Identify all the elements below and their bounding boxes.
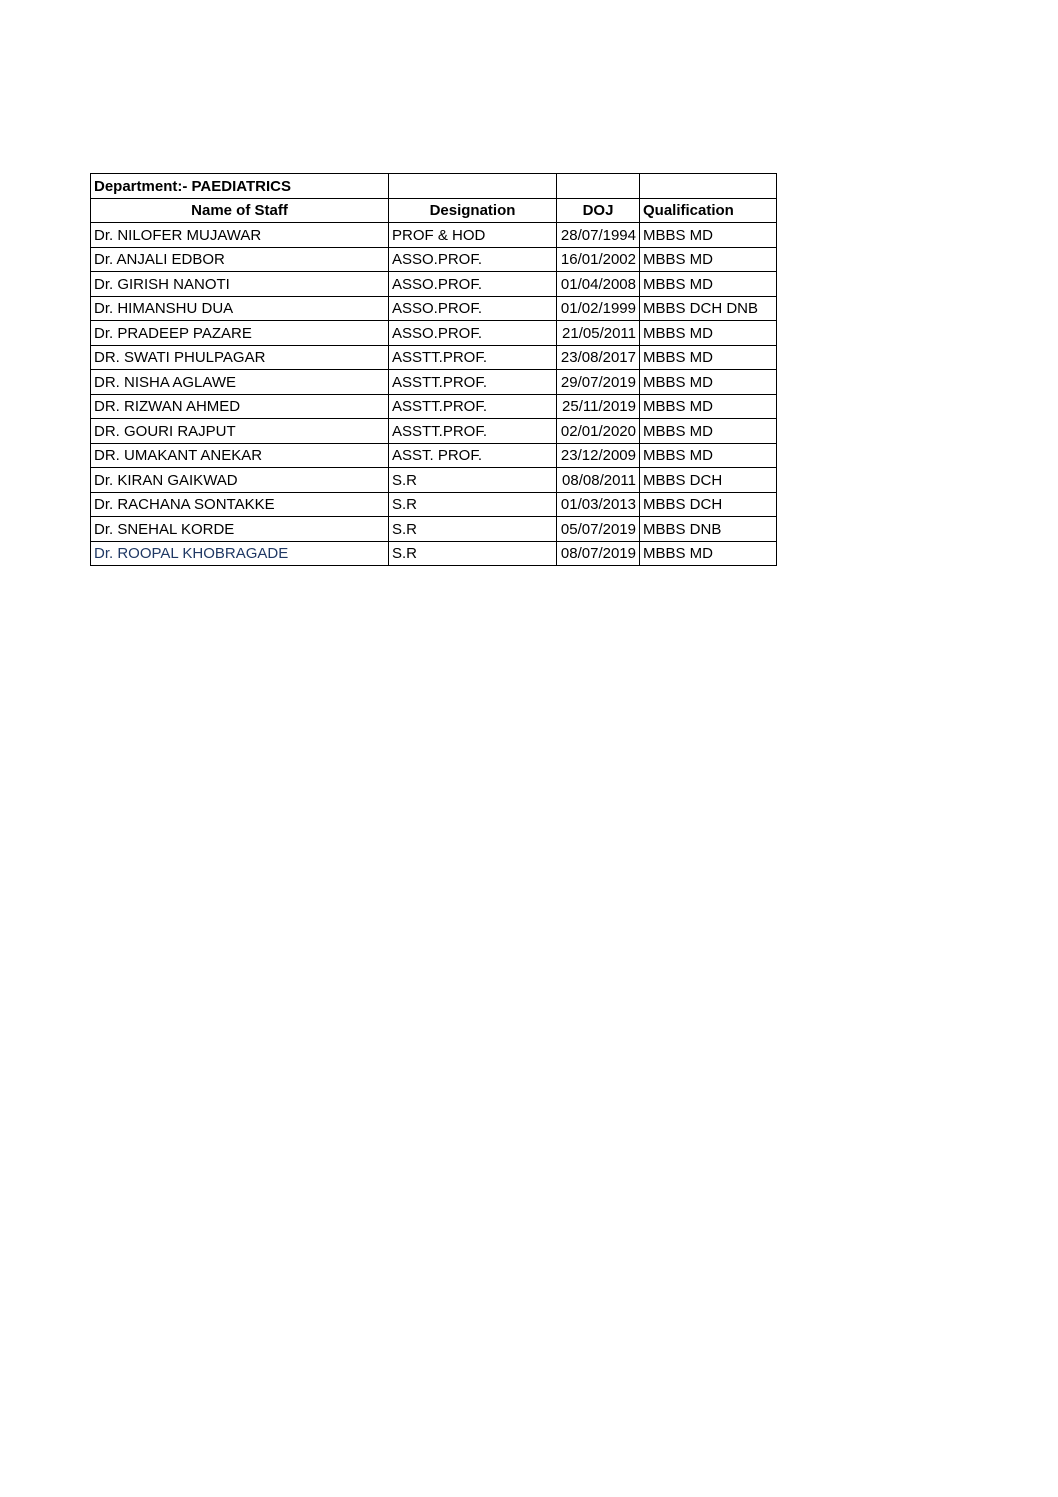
staff-name: Dr. ANJALI EDBOR <box>91 247 389 272</box>
staff-qualification: MBBS MD <box>640 394 777 419</box>
header-qualification: Qualification <box>640 198 777 223</box>
staff-qualification: MBBS MD <box>640 443 777 468</box>
header-doj: DOJ <box>557 198 640 223</box>
staff-designation: ASST. PROF. <box>389 443 557 468</box>
staff-qualification: MBBS MD <box>640 419 777 444</box>
empty-cell <box>640 174 777 199</box>
table-row <box>91 492 777 517</box>
staff-qualification: MBBS DCH DNB <box>640 296 777 321</box>
staff-qualification: MBBS MD <box>640 272 777 297</box>
staff-doj: 08/08/2011 <box>557 468 640 493</box>
staff-qualification: MBBS MD <box>640 321 777 346</box>
staff-designation: S.R <box>389 492 557 517</box>
header-name: Name of Staff <box>91 198 389 223</box>
staff-doj: 23/12/2009 <box>557 443 640 468</box>
staff-qualification: MBBS MD <box>640 370 777 395</box>
table-row <box>91 223 777 248</box>
staff-designation: ASSO.PROF. <box>389 272 557 297</box>
staff-qualification: MBBS MD <box>640 541 777 566</box>
table-row <box>91 321 777 346</box>
staff-designation: PROF & HOD <box>389 223 557 248</box>
staff-doj: 05/07/2019 <box>557 517 640 542</box>
table-row <box>91 345 777 370</box>
staff-designation: ASSO.PROF. <box>389 321 557 346</box>
staff-doj: 01/02/1999 <box>557 296 640 321</box>
staff-qualification: MBBS MD <box>640 345 777 370</box>
staff-designation: S.R <box>389 468 557 493</box>
staff-name: Dr. GIRISH NANOTI <box>91 272 389 297</box>
staff-qualification: MBBS DCH <box>640 468 777 493</box>
table-row <box>91 517 777 542</box>
staff-doj: 21/05/2011 <box>557 321 640 346</box>
staff-designation: ASSO.PROF. <box>389 296 557 321</box>
table-row <box>91 468 777 493</box>
staff-name: DR. RIZWAN AHMED <box>91 394 389 419</box>
staff-designation: ASSTT.PROF. <box>389 370 557 395</box>
table-row <box>91 394 777 419</box>
staff-doj: 16/01/2002 <box>557 247 640 272</box>
staff-qualification: MBBS DCH <box>640 492 777 517</box>
table-row <box>91 541 777 566</box>
department-label: Department:- PAEDIATRICS <box>91 174 389 199</box>
header-row <box>91 198 777 223</box>
table-row <box>91 443 777 468</box>
staff-name: Dr. KIRAN GAIKWAD <box>91 468 389 493</box>
staff-designation: ASSTT.PROF. <box>389 394 557 419</box>
staff-name: Dr. SNEHAL KORDE <box>91 517 389 542</box>
staff-designation: S.R <box>389 541 557 566</box>
staff-doj: 01/03/2013 <box>557 492 640 517</box>
staff-table <box>90 173 777 566</box>
empty-cell <box>389 174 557 199</box>
staff-name: DR. SWATI PHULPAGAR <box>91 345 389 370</box>
staff-qualification: MBBS MD <box>640 247 777 272</box>
table-row <box>91 419 777 444</box>
staff-name: Dr. PRADEEP PAZARE <box>91 321 389 346</box>
staff-doj: 01/04/2008 <box>557 272 640 297</box>
staff-doj: 29/07/2019 <box>557 370 640 395</box>
header-designation: Designation <box>389 198 557 223</box>
table-row <box>91 370 777 395</box>
staff-name: Dr. NILOFER MUJAWAR <box>91 223 389 248</box>
staff-name: Dr. HIMANSHU DUA <box>91 296 389 321</box>
department-row <box>91 174 777 199</box>
staff-qualification: MBBS DNB <box>640 517 777 542</box>
table-row <box>91 272 777 297</box>
staff-doj: 25/11/2019 <box>557 394 640 419</box>
staff-name: DR. UMAKANT ANEKAR <box>91 443 389 468</box>
staff-designation: ASSO.PROF. <box>389 247 557 272</box>
staff-doj: 23/08/2017 <box>557 345 640 370</box>
staff-designation: ASSTT.PROF. <box>389 419 557 444</box>
staff-designation: S.R <box>389 517 557 542</box>
empty-cell <box>557 174 640 199</box>
table-row <box>91 247 777 272</box>
staff-name: DR. NISHA AGLAWE <box>91 370 389 395</box>
staff-qualification: MBBS MD <box>640 223 777 248</box>
staff-name: DR. GOURI RAJPUT <box>91 419 389 444</box>
staff-doj: 28/07/1994 <box>557 223 640 248</box>
staff-name: Dr. ROOPAL KHOBRAGADE <box>91 541 389 566</box>
staff-designation: ASSTT.PROF. <box>389 345 557 370</box>
table-row <box>91 296 777 321</box>
staff-doj: 08/07/2019 <box>557 541 640 566</box>
staff-doj: 02/01/2020 <box>557 419 640 444</box>
staff-name: Dr. RACHANA SONTAKKE <box>91 492 389 517</box>
